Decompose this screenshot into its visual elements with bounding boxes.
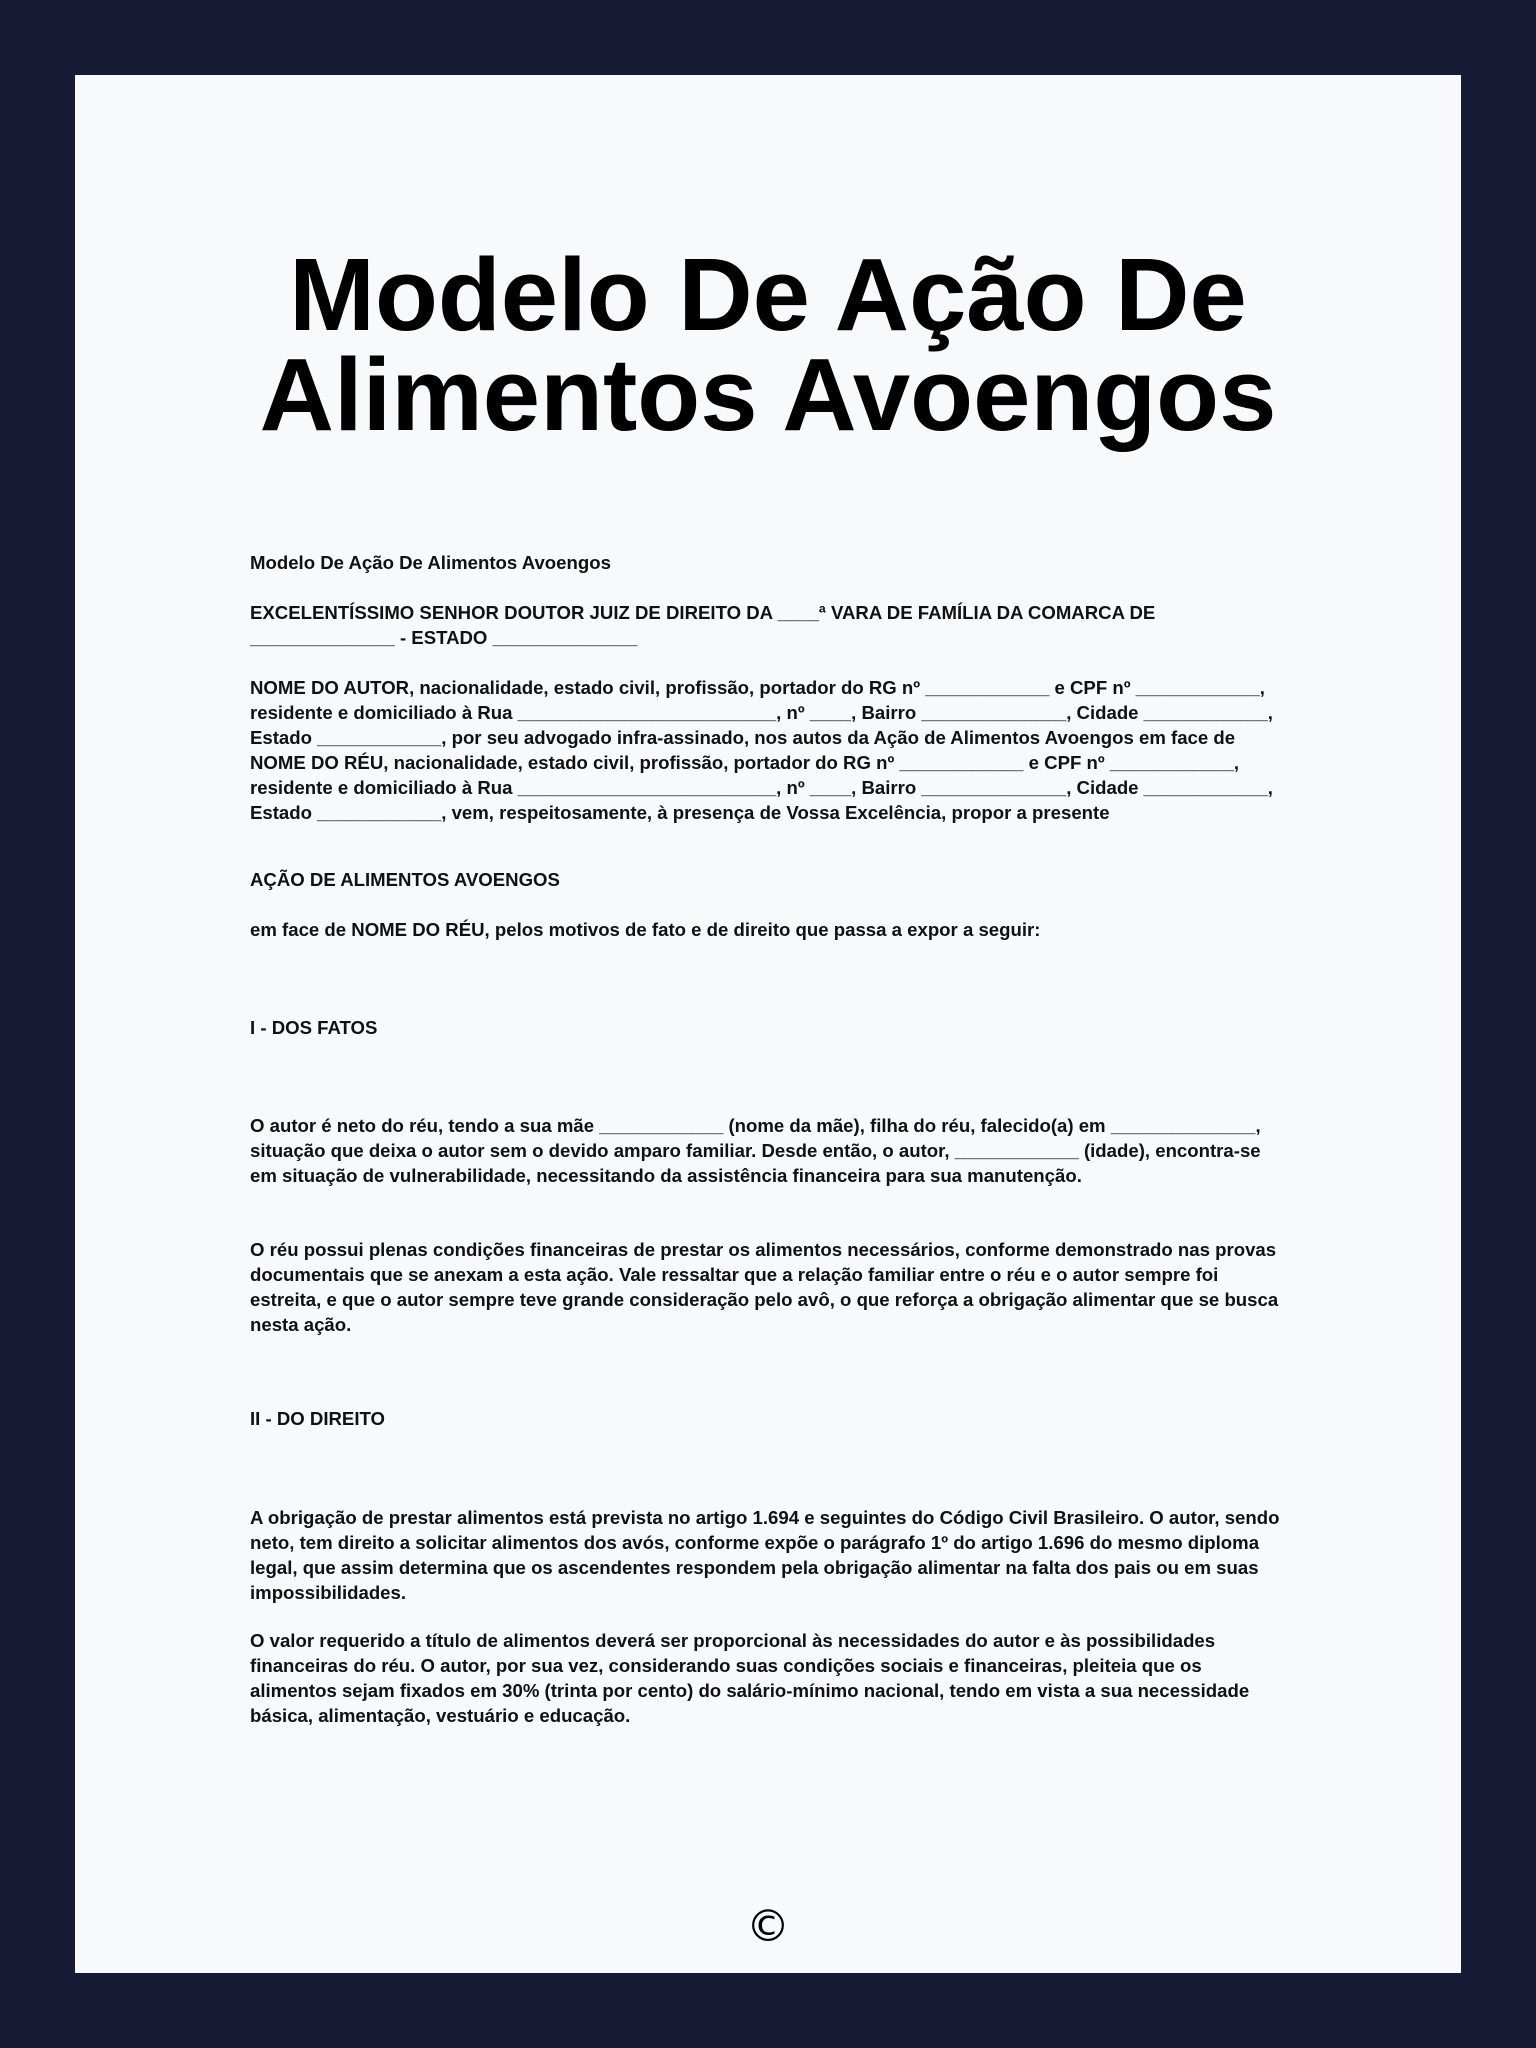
law-paragraph-1: A obrigação de prestar alimentos está prevista no artigo 1.694 e seguintes do Código Civil Brasileiro. O autor, sendo neto, tem direito a solicitar alimentos dos avós, conforme expõe o parágrafo 1º do artigo 1.696 do mesmo diploma legal, que assim determina que os ascendentes respondem pela obrigação alimentar na falta dos pais ou em suas impossibilidades. (250, 1507, 1280, 1603)
law-paragraph-2: O valor requerido a título de alimentos deverá ser proporcional às necessidades do autor e às possibilidades financeiras do réu. O autor, por sua vez, considerando suas condições sociais e financeiras, pleiteia que os alimentos sejam fixados em 30% (trinta por cento) do salário-mínimo nacional, tendo em vista a sua necessidade básica, alimentação, vestuário e educação. (250, 1630, 1250, 1726)
document-title (75, 237, 1461, 452)
court-address: EXCELENTÍSSIMO SENHOR DOUTOR JUIZ DE DIREITO DA ____ª VARA DE FAMÍLIA DA COMARCA DE ______________ - ESTADO ______________ (250, 602, 1156, 648)
parties-qualification: NOME DO AUTOR, nacionalidade, estado civil, profissão, portador do RG nº ____________ e CPF nº ____________, residente e domiciliado à Rua _________________________, nº ____, Bairro ______________, Cidade ____________, Estado ____________, por seu advogado infra-assinado, nos autos da Ação de Alimentos Avoengos em face de NOME DO RÉU, nacionalidade, estado civil, profissão, portador do RG nº ____________ e CPF nº ____________, residente e domiciliado à Rua _________________________, nº ____, Bairro ______________, Cidade ____________, Estado ____________, vem, respeitosamente, à presença de Vossa Excelência, propor a presente (250, 677, 1273, 823)
title-line-1: Modelo De Ação De (289, 237, 1247, 352)
action-intro: em face de NOME DO RÉU, pelos motivos de fato e de direito que passa a expor a seguir: (250, 919, 1041, 940)
section-heading-facts: I - DOS FATOS (250, 1017, 378, 1038)
action-title: AÇÃO DE ALIMENTOS AVOENGOS (250, 869, 560, 890)
facts-paragraph-1: O autor é neto do réu, tendo a sua mãe ____________ (nome da mãe), filha do réu, falecido(a) em ______________, situação que deixa o autor sem o devido amparo familiar. Desde então, o autor, ____________ (idade), encontra-se em situação de vulnerabilidade, necessitando da assistência financeira para sua manutenção. (250, 1115, 1261, 1186)
copyright-icon: © (746, 1901, 790, 1952)
facts-paragraph-2: O réu possui plenas condições financeiras de prestar os alimentos necessários, conforme demonstrado nas provas documentais que se anexam a esta ação. Vale ressaltar que a relação familiar entre o réu e o autor sempre foi estreita, e que o autor sempre teve grande consideração pelo avô, o que reforça a obrigação alimentar que se busca nesta ação. (250, 1239, 1279, 1335)
document-subtitle: Modelo De Ação De Alimentos Avoengos (250, 552, 611, 573)
document-page (75, 75, 1461, 1973)
title-line-2: Alimentos Avoengos (259, 337, 1277, 452)
section-heading-law: II - DO DIREITO (250, 1408, 385, 1429)
